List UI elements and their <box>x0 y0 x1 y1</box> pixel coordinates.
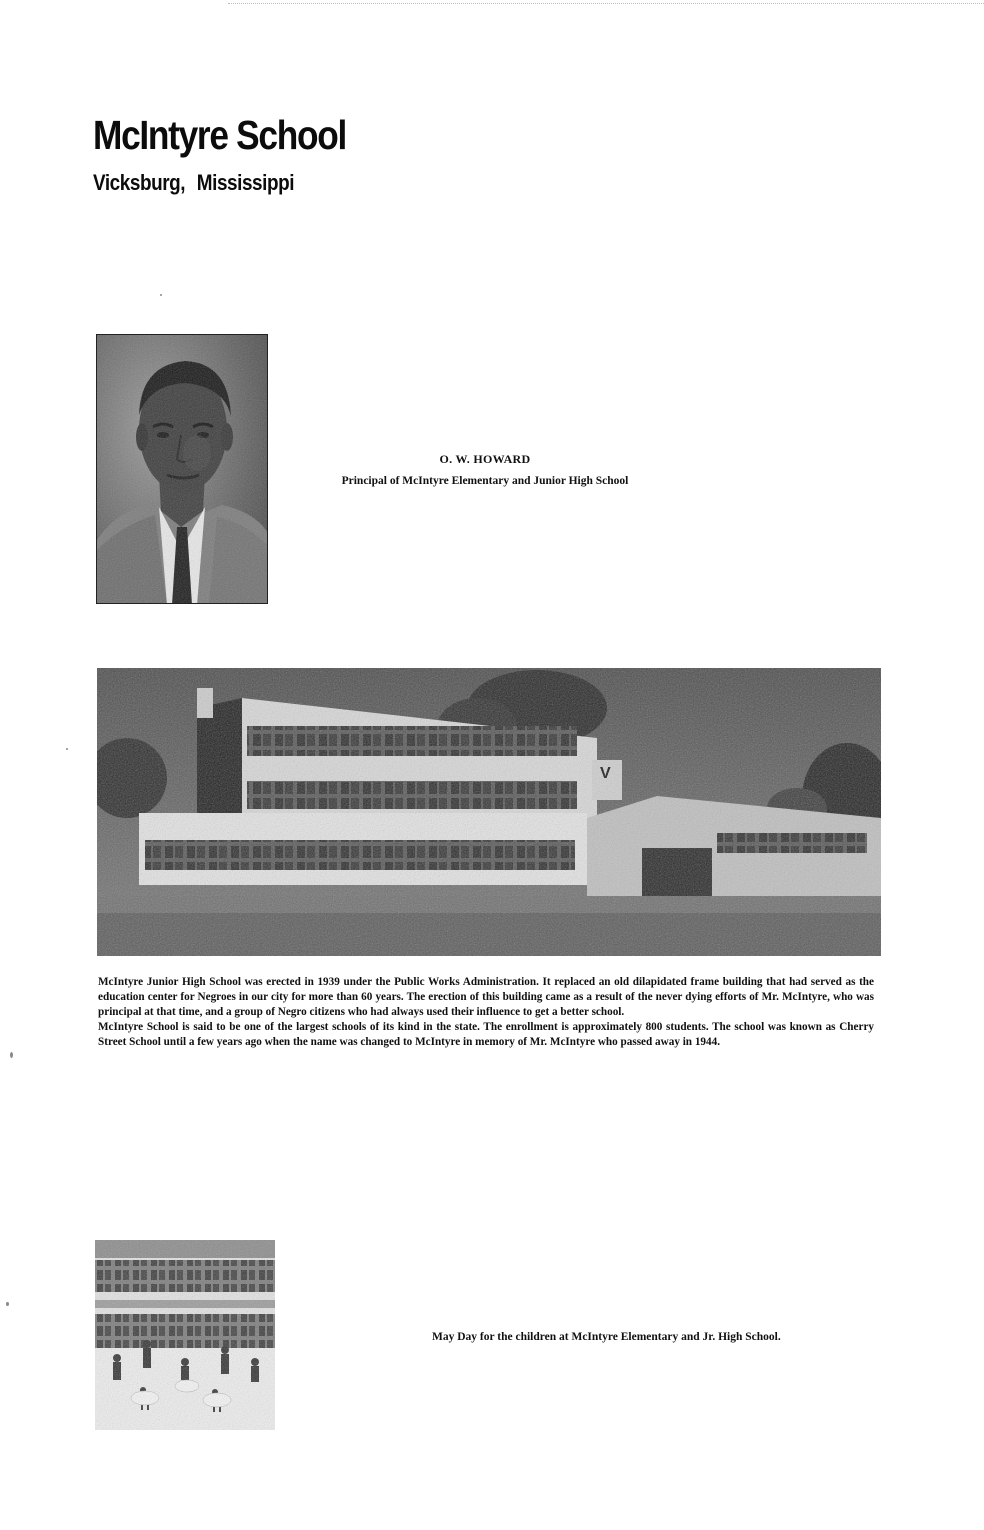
page-title: McIntyre School <box>93 112 346 158</box>
article-paragraph: McIntyre School is said to be one of the largest schools of its kind in the state. The enrollment is approximately 800 students. The school was known as Cherry Street School until a few years ago when the name was changed to McIntyre in memory of Mr. McIntyre who passed away in 1944. <box>98 1021 874 1048</box>
principal-title: Principal of McIntyre Elementary and Junior High School <box>341 475 629 487</box>
page-edge-dotted-rule <box>228 3 984 4</box>
principal-name: O. W. HOWARD <box>439 452 531 466</box>
may-day-caption: May Day for the children at McIntyre Elementary and Jr. High School. <box>432 1331 781 1343</box>
principal-portrait-photo <box>96 334 268 604</box>
article-body <box>98 975 874 1050</box>
page-subtitle: Vicksburg, Mississippi <box>93 170 295 195</box>
school-building-photo <box>97 668 881 956</box>
scan-speck <box>66 748 68 750</box>
article-paragraph: McIntyre Junior High School was erected in 1939 under the Public Works Administration. It replaced an old dilapidated frame building that had served as the education center for Negroes in our city for more than 60 years. The erection of this building came as a result of the never dying efforts of Mr. McIntyre, who was principal at that time, and a group of Negro citizens who had always used their influence to get a better school. <box>98 976 874 1018</box>
scan-speck <box>160 294 162 296</box>
scan-speck <box>10 1052 13 1058</box>
scan-speck <box>6 1302 9 1306</box>
may-day-photo <box>95 1240 275 1430</box>
